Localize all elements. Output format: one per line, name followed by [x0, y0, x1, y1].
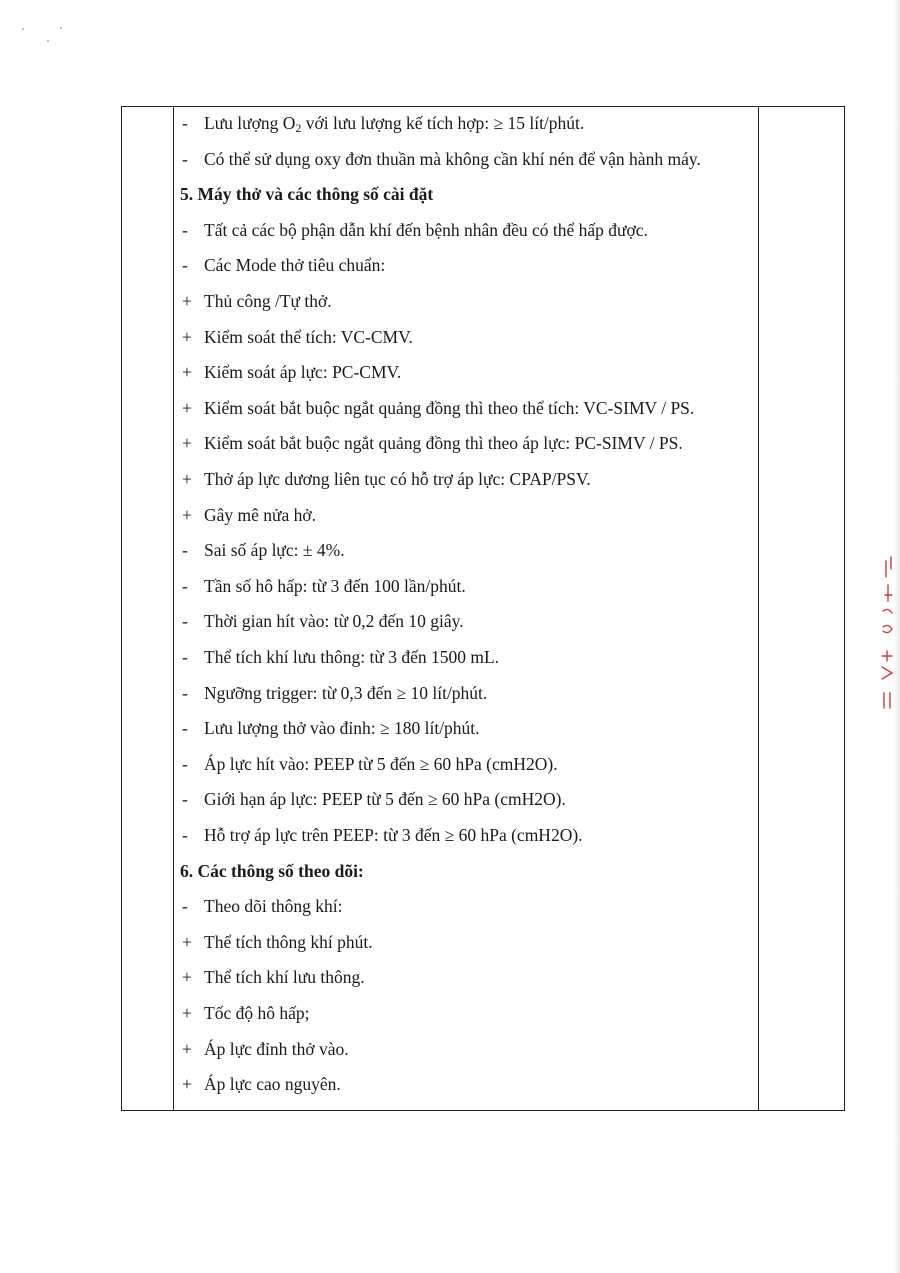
section-heading-text: 6. Các thông số theo dõi:	[180, 860, 364, 881]
plus-bullet: +	[182, 397, 192, 418]
specification-table	[121, 106, 845, 1111]
spec-text: Kiểm soát bắt buộc ngắt quảng đồng thì theo áp lực: PC-SIMV / PS.	[204, 433, 683, 454]
dash-bullet: -	[182, 789, 188, 810]
spec-text: Các Mode thở tiêu chuẩn:	[204, 255, 386, 276]
spec-line	[182, 219, 648, 241]
spec-line	[182, 290, 332, 312]
dash-bullet: -	[182, 575, 188, 596]
spec-line	[182, 753, 558, 775]
plus-bullet: +	[182, 469, 192, 489]
spec-text: Thở áp lực dương liên tục có hỗ trợ áp lực: CPAP/PSV.	[204, 469, 591, 489]
spec-text: Hỗ trợ áp lực trên PEEP: từ 3 đến ≥ 60 hPa (cmH2O).	[204, 825, 583, 845]
plus-bullet: +	[182, 931, 192, 952]
plus-bullet: +	[182, 967, 192, 988]
dash-bullet: -	[182, 896, 188, 917]
dash-bullet: -	[182, 825, 188, 845]
section-heading	[180, 860, 364, 882]
spec-text: Tốc độ hô hấp;	[204, 1003, 310, 1023]
spec-line	[182, 717, 480, 739]
section-heading	[180, 183, 433, 205]
spec-text: Tần số hô hấp: từ 3 đến 100 lần/phút.	[204, 575, 466, 596]
spec-text: Ngưỡng trigger: từ 0,3 đến ≥ 10 lít/phút.	[204, 682, 488, 703]
spec-line	[182, 610, 464, 632]
dash-bullet: -	[182, 540, 188, 561]
scan-speck	[22, 28, 24, 30]
spec-line	[182, 931, 373, 953]
table-column-divider	[758, 107, 759, 1110]
plus-bullet: +	[182, 326, 192, 347]
spec-text: Giới hạn áp lực: PEEP từ 5 đến ≥ 60 hPa (cmH2O).	[204, 789, 566, 810]
spec-text: Thể tích thông khí phút.	[204, 931, 373, 952]
section-heading-text: 5. Máy thở và các thông số cài đặt	[180, 184, 434, 205]
plus-bullet: +	[182, 1074, 192, 1095]
scan-speck	[60, 27, 62, 29]
spec-text: Thời gian hít vào: từ 0,2 đến 10 giây.	[204, 611, 464, 632]
spec-line	[182, 895, 343, 917]
spec-text: Áp lực đỉnh thở vào.	[204, 1038, 349, 1059]
spec-text: Theo dõi thông khí:	[204, 896, 343, 917]
spec-text: Kiểm soát bắt buộc ngắt quảng đồng thì theo thể tích: VC-SIMV / PS.	[204, 397, 695, 418]
spec-line	[182, 432, 683, 454]
spec-line	[182, 1073, 341, 1095]
spec-text: Sai số áp lực: ± 4%.	[204, 540, 345, 561]
spec-line	[182, 966, 365, 988]
spec-text: Kiểm soát thể tích: VC-CMV.	[204, 326, 413, 347]
spec-text: Tất cả các bộ phận dẫn khí đến bệnh nhân đều có thể hấp được.	[204, 219, 648, 240]
spec-text: Áp lực cao nguyên.	[204, 1074, 341, 1095]
spec-text: Thể tích khí lưu thông.	[204, 967, 365, 988]
plus-bullet: +	[182, 1003, 192, 1023]
spec-line	[182, 682, 487, 704]
spec-line	[182, 1038, 349, 1060]
spec-text: Thủ công /Tự thở.	[204, 291, 332, 311]
spec-text: Gây mê nửa hở.	[204, 504, 317, 525]
spec-text: Áp lực hít vào: PEEP từ 5 đến ≥ 60 hPa (cmH2O).	[204, 753, 558, 774]
dash-bullet: -	[182, 113, 188, 133]
dash-bullet: -	[182, 753, 188, 774]
spec-text	[204, 113, 584, 133]
specification-cell	[174, 107, 757, 1110]
spec-text-part: Lưu lượng O	[204, 113, 296, 133]
spec-line	[182, 112, 584, 134]
scan-speck	[47, 40, 49, 42]
spec-line	[182, 326, 413, 348]
spec-text: Kiểm soát áp lực: PC-CMV.	[204, 362, 402, 383]
spec-line	[182, 788, 566, 810]
spec-line	[182, 148, 701, 170]
dash-bullet: -	[182, 611, 188, 632]
spec-line	[182, 646, 499, 668]
spec-text: Có thể sử dụng oxy đơn thuần mà không cần khí nén để vận hành máy.	[204, 148, 701, 169]
dash-bullet: -	[182, 682, 188, 703]
spec-line	[182, 254, 385, 276]
dash-bullet: -	[182, 219, 188, 240]
spec-line	[182, 824, 583, 846]
spec-line	[182, 468, 591, 490]
spec-text: Thể tích khí lưu thông: từ 3 đến 1500 mL.	[204, 647, 500, 667]
spec-line	[182, 575, 466, 597]
plus-bullet: +	[182, 362, 192, 383]
dash-bullet: -	[182, 647, 188, 667]
dash-bullet: -	[182, 718, 188, 739]
dash-bullet: -	[182, 255, 188, 276]
spec-line	[182, 504, 316, 526]
spec-line	[182, 361, 401, 383]
plus-bullet: +	[182, 504, 192, 525]
plus-bullet: +	[182, 433, 192, 454]
spec-line	[182, 1002, 309, 1024]
spec-text: Lưu lượng thở vào đỉnh: ≥ 180 lít/phút.	[204, 718, 480, 739]
subscript-text: 2	[295, 121, 302, 135]
spec-text-part: với lưu lượng kế tích hợp: ≥ 15 lít/phút.	[301, 113, 585, 133]
dash-bullet: -	[182, 148, 188, 169]
spec-line	[182, 539, 345, 561]
plus-bullet: +	[182, 291, 192, 311]
plus-bullet: +	[182, 1038, 192, 1059]
red-stamp-mark	[876, 555, 900, 710]
spec-line	[182, 397, 694, 419]
